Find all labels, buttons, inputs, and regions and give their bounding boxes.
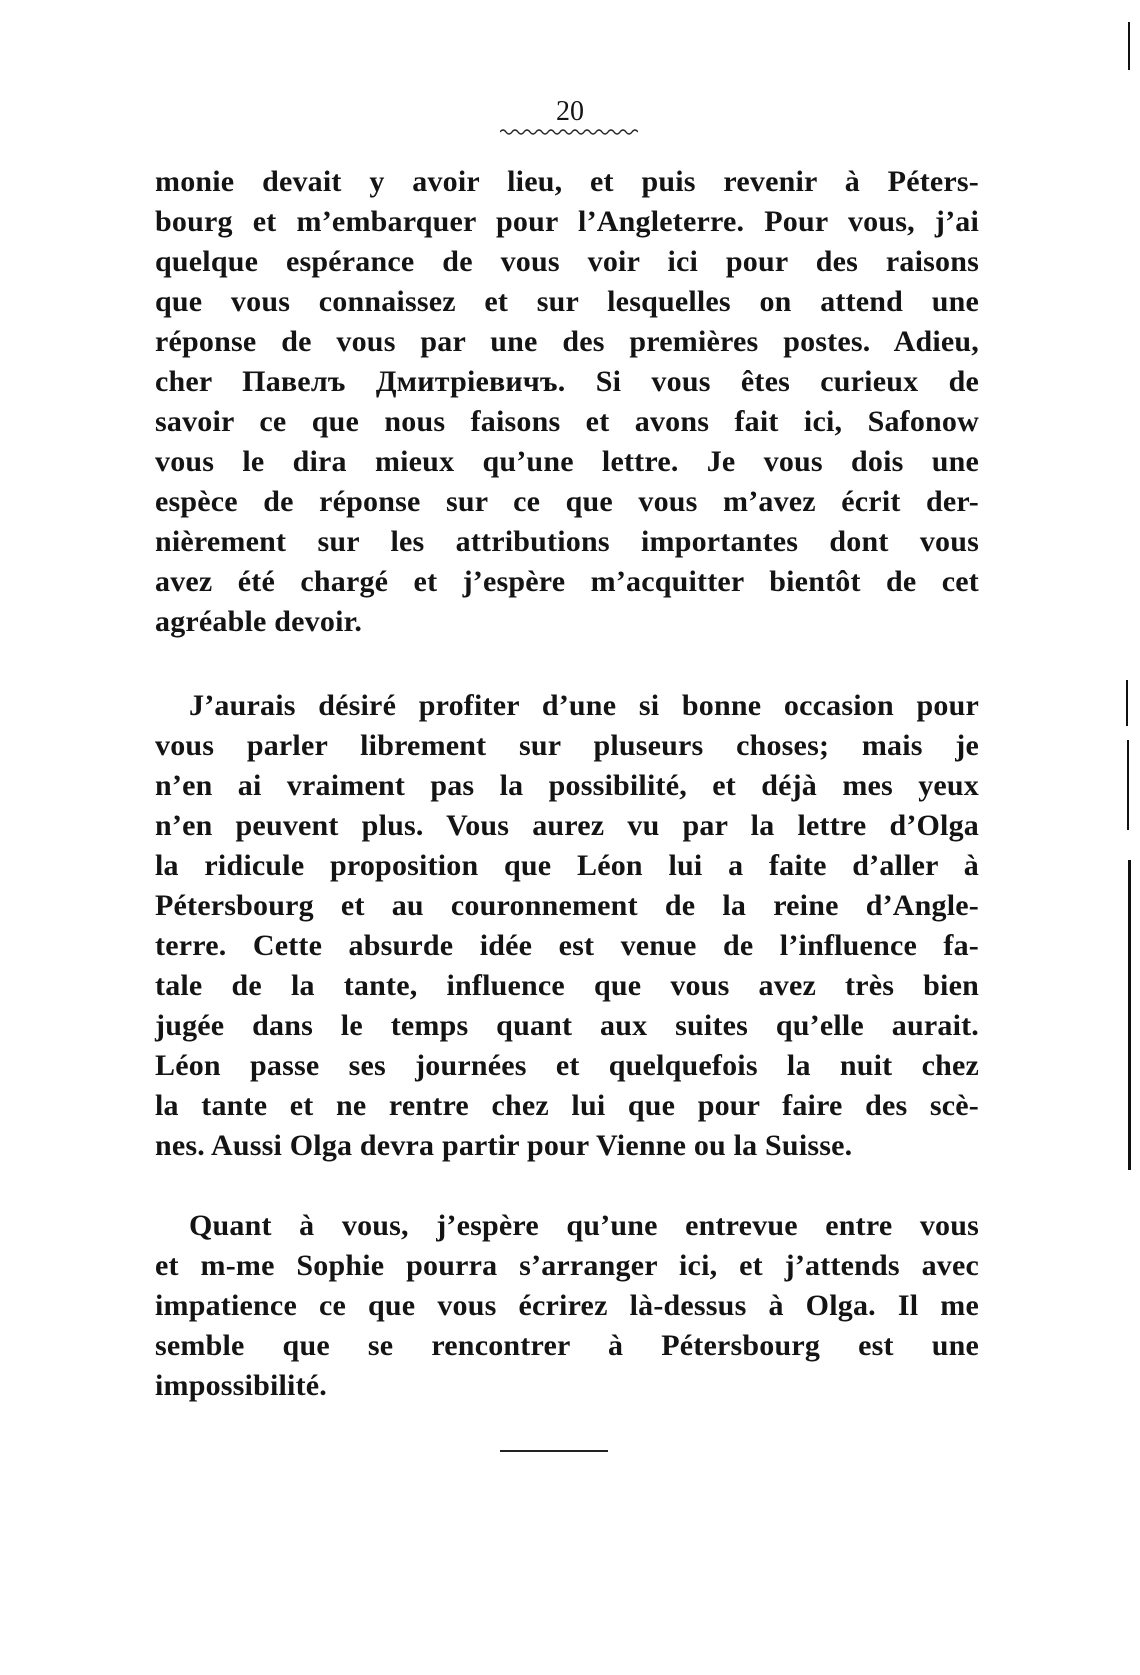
text-line: terre. Cette absurde idée est venue de l’influence fa- xyxy=(155,929,979,962)
scan-edge-mark xyxy=(1128,22,1130,70)
wavy-ornament-rule xyxy=(500,128,638,136)
text-line: espèce de réponse sur ce que vous m’avez écrit der- xyxy=(155,485,979,518)
text-line: impossibilité. xyxy=(155,1369,327,1402)
text-line: n’en ai vraiment pas la possibilité, et déjà mes yeux xyxy=(155,769,979,802)
text-line: bourg et m’embarquer pour l’Angleterre. Pour vous, j’ai xyxy=(155,205,979,238)
text-line: quelque espérance de vous voir ici pour des raisons xyxy=(155,245,979,278)
scan-edge-mark xyxy=(1128,860,1131,1170)
text-line: vous parler librement sur pluseurs choses; mais je xyxy=(155,729,979,762)
text-line: nes. Aussi Olga devra partir pour Vienne ou la Suisse. xyxy=(155,1129,853,1162)
text-line: jugée dans le temps quant aux suites qu’elle aurait. xyxy=(155,1009,979,1042)
text-line: agréable devoir. xyxy=(155,605,363,638)
text-line: vous le dira mieux qu’une lettre. Je vous dois une xyxy=(155,445,979,478)
page-number: 20 xyxy=(556,96,584,127)
text-line: n’en peuvent plus. Vous aurez vu par la lettre d’Olga xyxy=(155,809,979,842)
text-line: impatience ce que vous écrirez là-dessus à Olga. Il me xyxy=(155,1289,979,1322)
text-line: Quant à vous, j’espère qu’une entrevue entre vous xyxy=(189,1209,979,1242)
paragraph-2 xyxy=(155,686,979,1166)
text-line: nièrement sur les attributions importantes dont vous xyxy=(155,525,979,558)
paragraph-3 xyxy=(155,1206,979,1406)
text-line: tale de la tante, influence que vous avez très bien xyxy=(155,969,979,1002)
text-line: que vous connaissez et sur lesquelles on attend une xyxy=(155,285,979,318)
text-line: réponse de vous par une des premières postes. Adieu, xyxy=(155,325,979,358)
text-line: la ridicule proposition que Léon lui a faite d’aller à xyxy=(155,849,979,882)
text-line: J’aurais désiré profiter d’une si bonne occasion pour xyxy=(189,689,979,722)
text-line: monie devait y avoir lieu, et puis revenir à Péters- xyxy=(155,165,979,198)
text-line: cher Павелъ Дмитріевичъ. Si vous êtes curieux de xyxy=(155,365,979,398)
text-line: semble que se rencontrer à Pétersbourg est une xyxy=(155,1329,979,1362)
text-line: la tante et ne rentre chez lui que pour faire des scè- xyxy=(155,1089,979,1122)
scan-edge-mark xyxy=(1127,740,1129,830)
scan-edge-mark xyxy=(1126,680,1128,726)
text-line: savoir ce que nous faisons et avons fait ici, Safonow xyxy=(155,405,979,438)
text-line: et m-me Sophie pourra s’arranger ici, et j’attends avec xyxy=(155,1249,979,1282)
text-line: Pétersbourg et au couronnement de la reine d’Angle- xyxy=(155,889,979,922)
closing-rule xyxy=(500,1450,608,1452)
paragraph-1 xyxy=(155,162,979,642)
text-line: avez été chargé et j’espère m’acquitter bientôt de cet xyxy=(155,565,979,598)
text-line: Léon passe ses journées et quelquefois la nuit chez xyxy=(155,1049,979,1082)
